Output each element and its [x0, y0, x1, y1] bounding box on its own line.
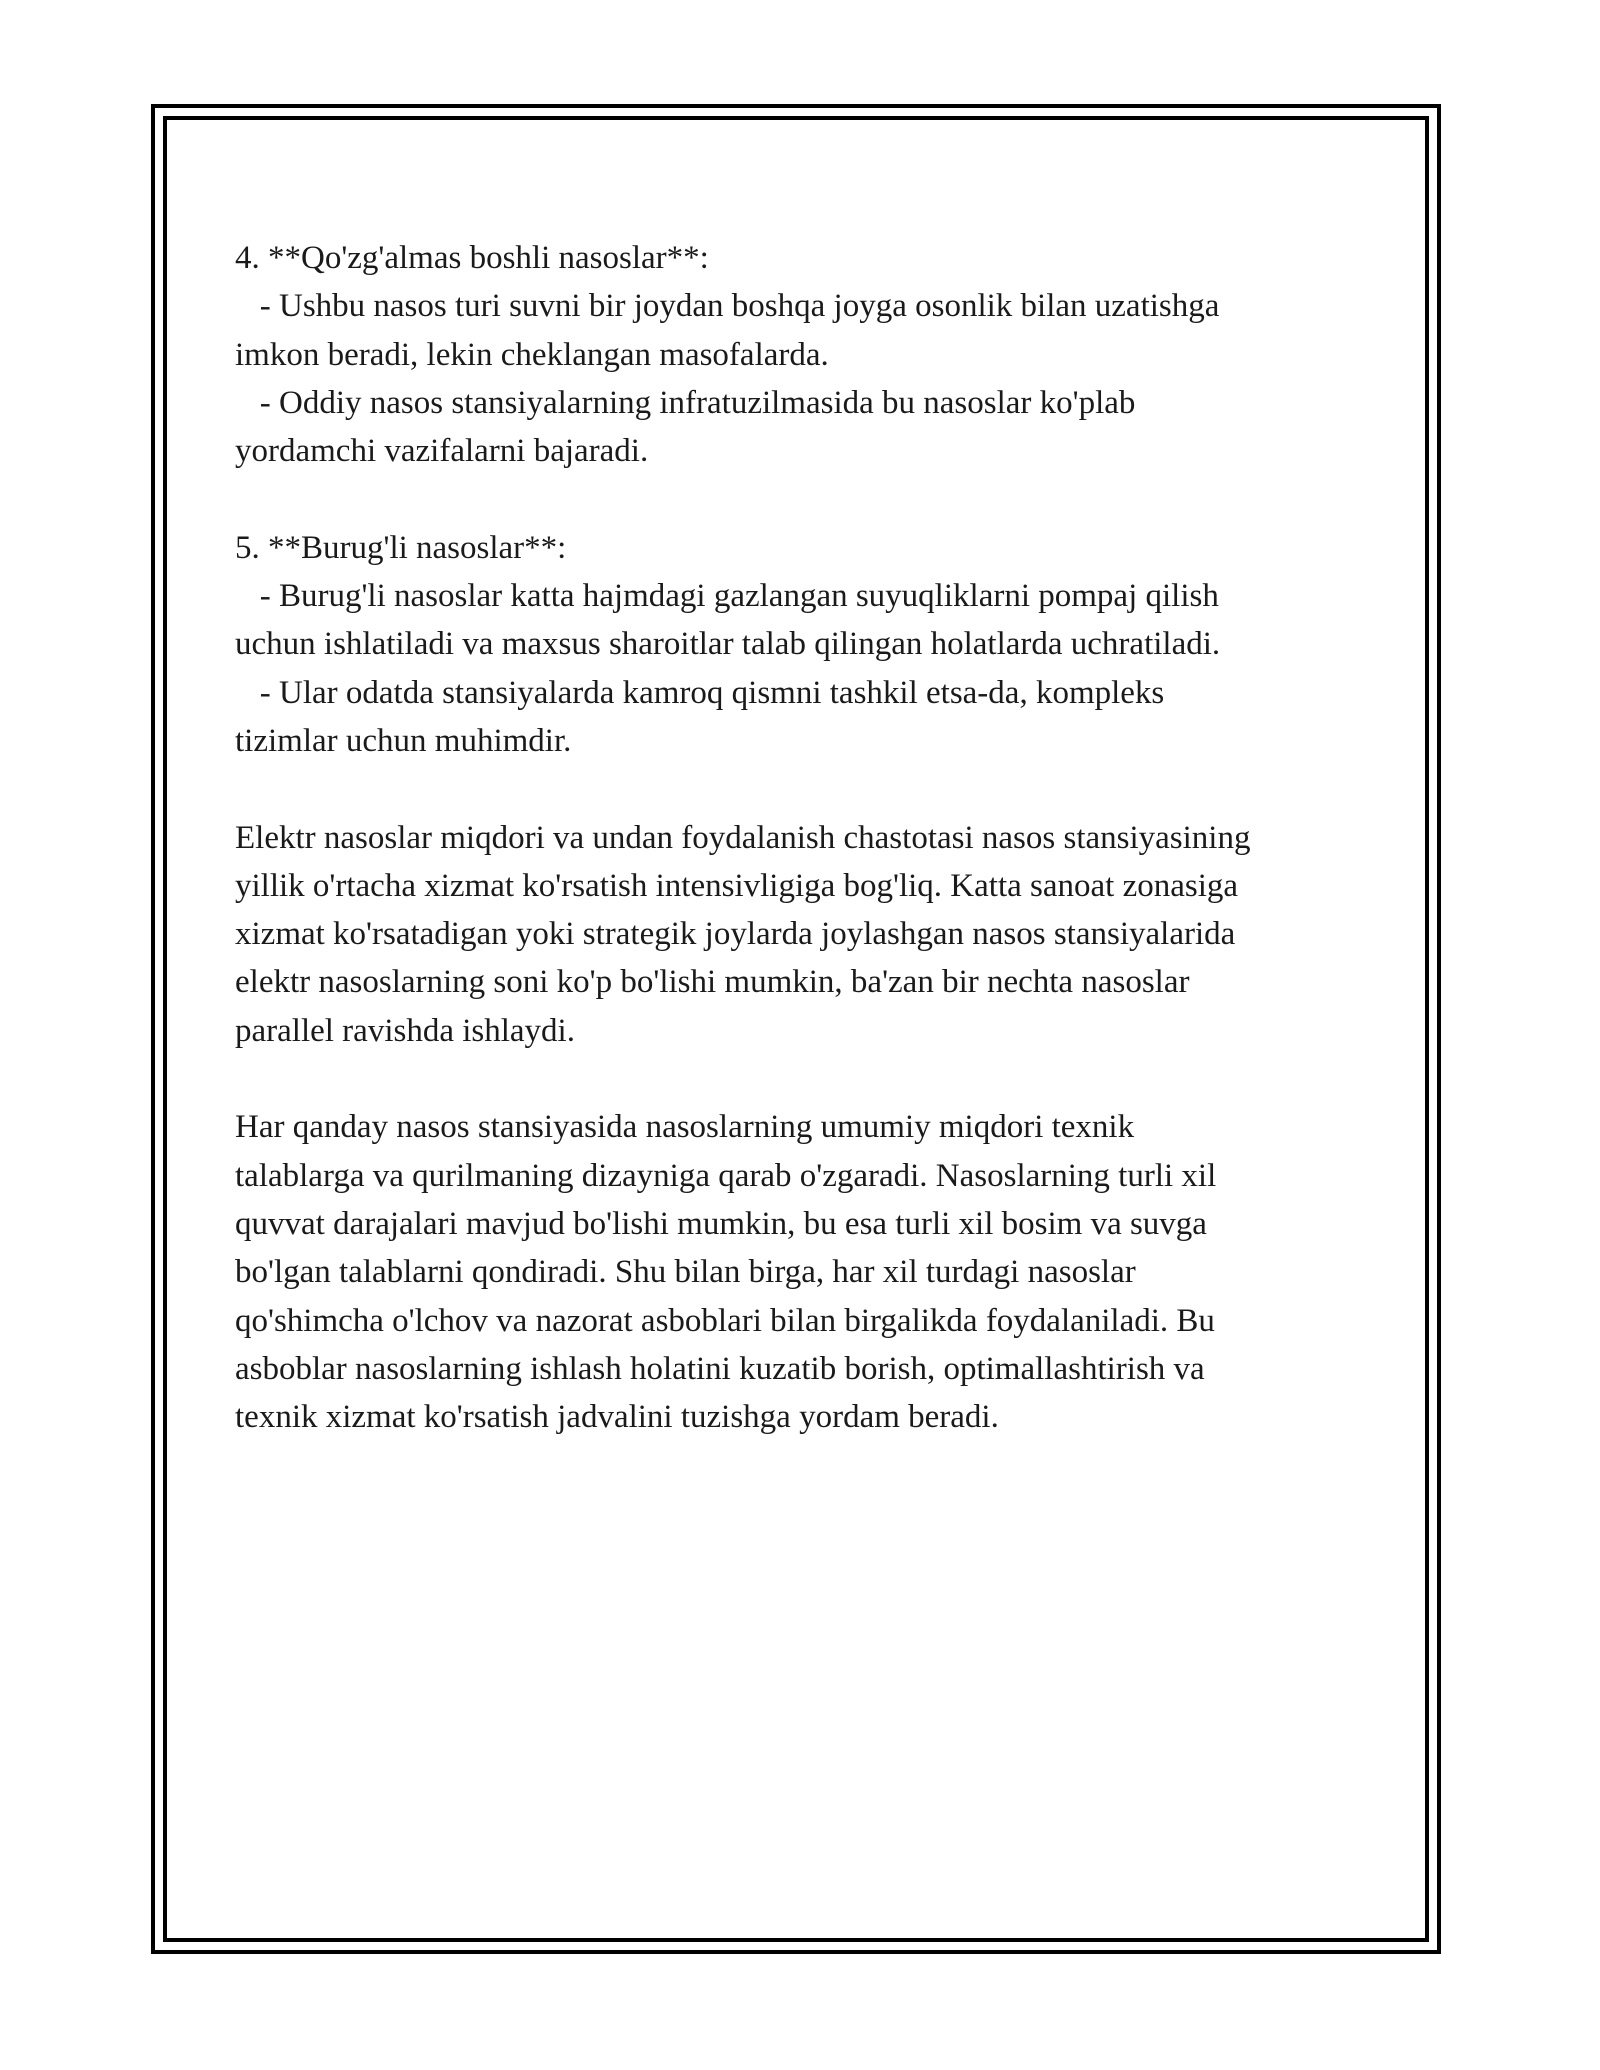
bullet-line: - Ular odatda stansiyalarda kamroq qismni tashkil etsa-da, kompleks [235, 674, 1165, 711]
paragraph-line: yillik o'rtacha xizmat ko'rsatish intensivligiga bog'liq. Katta sanoat zonasiga [235, 867, 1239, 904]
bullet-line: tizimlar uchun muhimdir. [235, 722, 572, 759]
paragraph-line: xizmat ko'rsatadigan yoki strategik joylarda joylashgan nasos stansiyalarida [235, 916, 1236, 953]
paragraph-gap [235, 475, 1365, 523]
section-heading: 4. **Qo'zg'almas boshli nasoslar**: [235, 240, 709, 276]
paragraph-har-qanday [235, 1103, 1365, 1441]
section-4 [235, 234, 1365, 475]
paragraph-line: Elektr nasoslar miqdori va undan foydalanish chastotasi nasos stansiyasining [235, 819, 1251, 856]
document-body [235, 234, 1365, 1441]
paragraph-line: parallel ravishda ishlaydi. [235, 1012, 575, 1049]
paragraph-line: texnik xizmat ko'rsatish jadvalini tuzishga yordam beradi. [235, 1399, 999, 1436]
bullet-line: imkon beradi, lekin cheklangan masofalarda. [235, 336, 829, 373]
section-heading: 5. **Burug'li nasoslar**: [235, 529, 567, 566]
paragraph-line: bo'lgan talablarni qondiradi. Shu bilan birga, har xil turdagi nasoslar [235, 1254, 1136, 1291]
paragraph-line: talablarga va qurilmaning dizayniga qarab o'zgaradi. Nasoslarning turli xil [235, 1157, 1217, 1194]
paragraph-line: qo'shimcha o'lchov va nazorat asboblari bilan birgalikda foydalaniladi. Bu [235, 1302, 1215, 1339]
bullet-line: - Ushbu nasos turi suvni bir joydan boshqa joyga osonlik bilan uzatishga [235, 288, 1220, 325]
paragraph-line: quvvat darajalari mavjud bo'lishi mumkin, bu esa turli xil bosim va suvga [235, 1205, 1207, 1242]
bullet-line: - Oddiy nasos stansiyalarning infratuzilmasida bu nasoslar ko'plab [235, 384, 1136, 421]
bullet-line: yordamchi vazifalarni bajaradi. [235, 433, 649, 470]
paragraph-elektr-nasoslar [235, 814, 1365, 1055]
paragraph-gap [235, 765, 1365, 813]
paragraph-line: asboblar nasoslarning ishlash holatini kuzatib borish, optimallashtirish va [235, 1350, 1205, 1387]
section-5 [235, 524, 1365, 765]
bullet-line: uchun ishlatiladi va maxsus sharoitlar talab qilingan holatlarda uchratiladi. [235, 626, 1221, 663]
paragraph-line: elektr nasoslarning soni ko'p bo'lishi mumkin, ba'zan bir nechta nasoslar [235, 964, 1190, 1001]
paragraph-gap [235, 1055, 1365, 1103]
paragraph-line: Har qanday nasos stansiyasida nasoslarning umumiy miqdori texnik [235, 1109, 1135, 1146]
bullet-line: - Burug'li nasoslar katta hajmdagi gazlangan suyuqliklarni pompaj qilish [235, 578, 1219, 615]
